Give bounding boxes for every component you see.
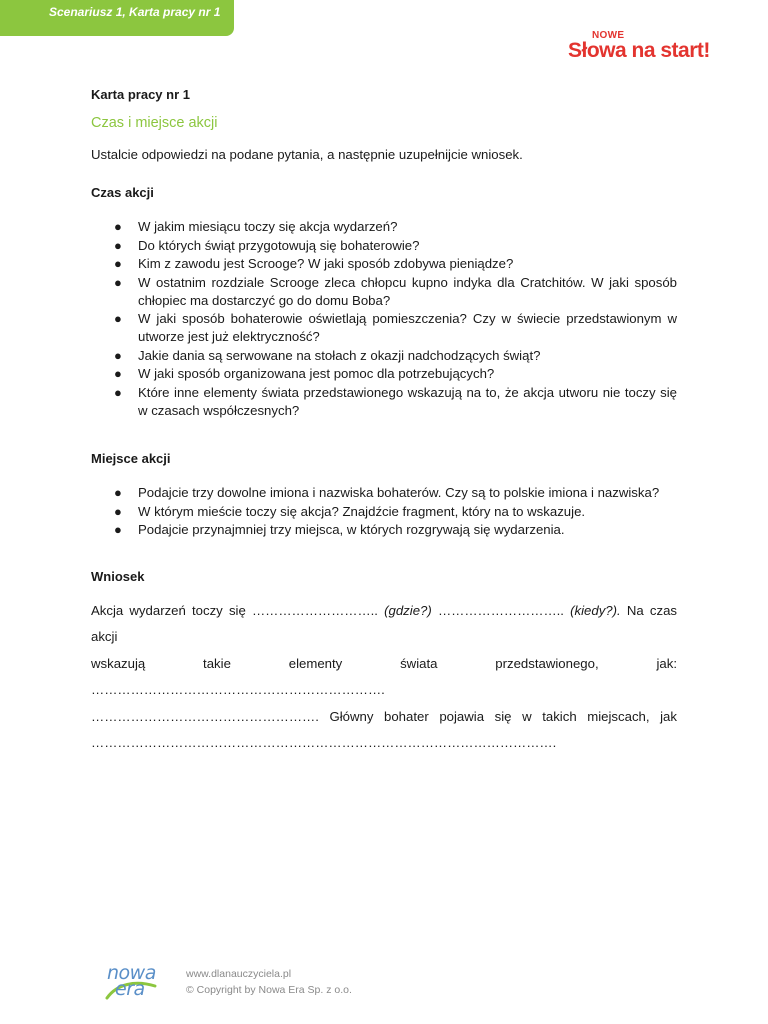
time-question-list [91, 218, 677, 420]
list-item [91, 255, 677, 273]
question-text: Podajcie przynajmniej trzy miejsca, w których rozgrywają się wydarzenia. [138, 522, 565, 537]
conclusion-line-3: ……………………………………………. Główny bohater pojawia się w takich miejscach, jak [91, 708, 677, 724]
bullet-icon: ● [114, 274, 122, 290]
intro-text: Ustalcie odpowiedzi na podane pytania, a następnie uzupełnijcie wniosek. [91, 147, 523, 162]
list-item [91, 310, 677, 346]
scenario-badge [0, 0, 234, 36]
bullet-icon: ● [114, 384, 122, 400]
conclusion-text: Na czas akcji [91, 602, 677, 644]
conclusion-text: ……………………….. [431, 602, 571, 618]
list-item [91, 484, 677, 502]
place-heading: Miejsce akcji [91, 451, 171, 466]
question-text: W jakim miesiącu toczy się akcja wydarzeń? [138, 219, 398, 234]
conclusion-line-2: wskazują takie elementy świata przedstawionego, jak: …………………………………………………………. [91, 655, 677, 697]
where-hint: (gdzie?) [384, 602, 432, 618]
place-question-list [91, 484, 677, 539]
bullet-icon: ● [114, 237, 122, 253]
brand-logo-main-text: Słowa na start! [568, 39, 710, 62]
bullet-icon: ● [114, 347, 122, 363]
question-text: Do których świąt przygotowują się bohaterowie? [138, 237, 420, 253]
time-heading: Czas akcji [91, 185, 154, 200]
section-title: Czas i miejsce akcji [91, 115, 218, 131]
bullet-icon: ● [114, 503, 122, 519]
question-text: Jakie dania są serwowane na stołach z okazji nadchodzących świąt? [138, 347, 541, 363]
brand-logo [568, 30, 728, 66]
bullet-icon: ● [114, 256, 122, 271]
bullet-icon: ● [114, 366, 122, 381]
footer-website: www.dlanauczyciela.pl [186, 968, 292, 980]
question-text: W którym mieście toczy się akcja? Znajdźcie fragment, który na to wskazuje. [138, 503, 586, 519]
brand-logo-small-text: NOWE [592, 30, 625, 41]
question-text: Podajcie trzy dowolne imiona i nazwiska bohaterów. Czy są to polskie imiona i nazwiska? [138, 485, 660, 500]
question-text: W ostatnim rozdziale Scrooge zleca chłopcu kupno indyka dla Cratchitów. W jaki sposób chłopiec ma dostarczyć go do domu Boba? [138, 274, 677, 308]
conclusion-text: Akcja wydarzeń toczy się ……………………….. [91, 602, 385, 618]
footer-info [186, 966, 352, 998]
conclusion-line-1 [91, 598, 677, 651]
list-item [91, 237, 677, 255]
footer-copyright: © Copyright by Nowa Era Sp. z o.o. [186, 984, 352, 996]
list-item [91, 218, 677, 236]
when-hint: (kiedy?). [570, 602, 621, 618]
question-text: W jaki sposób organizowana jest pomoc dla potrzebujących? [138, 366, 495, 381]
scenario-badge-text: Scenariusz 1, Karta pracy nr 1 [49, 5, 221, 19]
list-item [91, 365, 677, 383]
document-title: Karta pracy nr 1 [91, 87, 190, 102]
conclusion-heading: Wniosek [91, 568, 145, 584]
question-text: Kim z zawodu jest Scrooge? W jaki sposób zdobywa pieniądze? [138, 256, 514, 271]
bullet-icon: ● [114, 219, 122, 234]
list-item [91, 503, 677, 521]
bullet-icon: ● [114, 522, 122, 537]
question-text: W jaki sposób bohaterowie oświetlają pomieszczenia? Czy w świecie przedstawionym w utworze jest już elektryczność? [138, 311, 677, 344]
list-item [91, 274, 677, 310]
worksheet-content [91, 86, 677, 757]
bullet-icon: ● [114, 311, 122, 326]
list-item [91, 347, 677, 365]
logo-text-bottom: era [115, 978, 145, 1000]
logo-text-top: nowa [107, 962, 156, 984]
list-item [91, 521, 677, 539]
publisher-logo [105, 962, 171, 1002]
conclusion-line-4: ……………………………………………………………………………………………. [91, 735, 557, 750]
list-item [91, 384, 677, 420]
bullet-icon: ● [114, 485, 122, 500]
conclusion-paragraph [91, 598, 677, 757]
question-text: Które inne elementy świata przedstawionego wskazują na to, że akcja utworu nie toczy się w czasach współczesnych? [138, 384, 677, 418]
